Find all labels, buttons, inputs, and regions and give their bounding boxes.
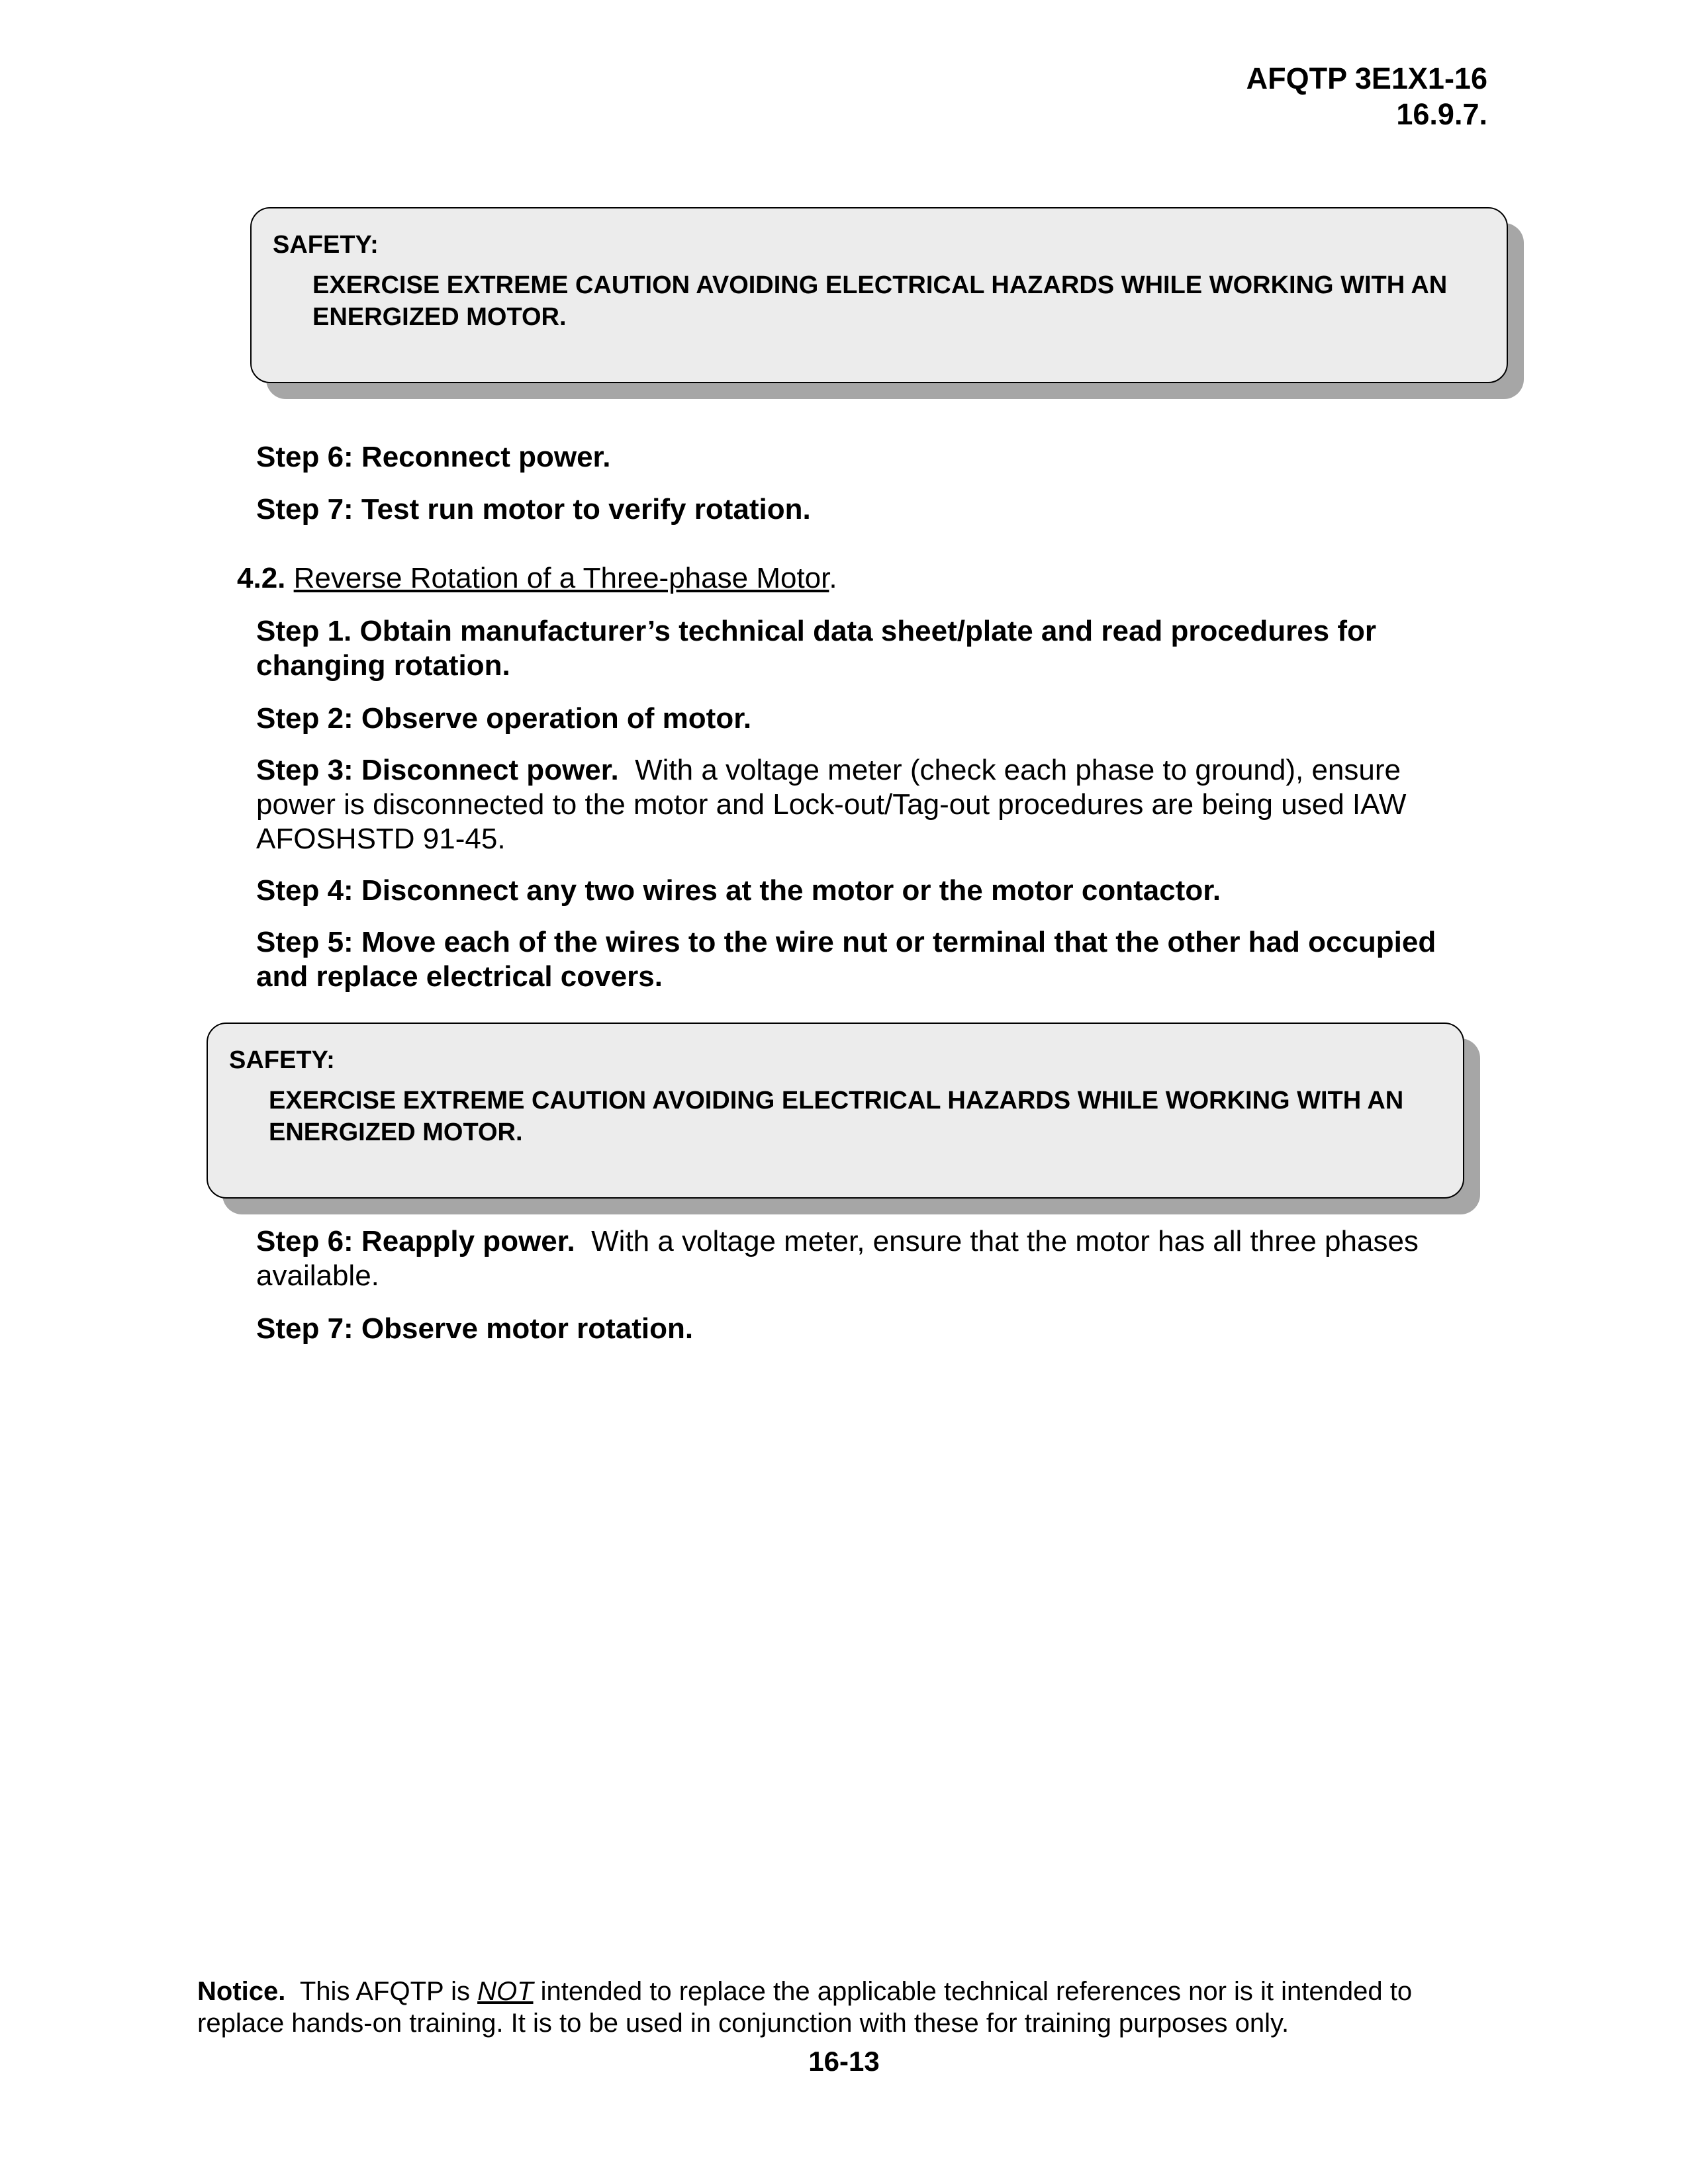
step-label: Step 6: Reapply power. xyxy=(256,1225,575,1257)
page-number: 16-13 xyxy=(808,2046,880,2077)
step-detail: With a voltage meter (check each phase to ground), ensure power is disconnected to the motor and Lock-out/Tag-out procedures are being used IAW AFOSHSTD 91-45. xyxy=(256,754,1407,855)
section-number: 4.2. xyxy=(237,562,286,594)
step-item xyxy=(256,1312,1481,1346)
step-label: Step 7: Test run motor to verify rotation. xyxy=(256,493,811,525)
step-detail: With a voltage meter, ensure that the motor has all three phases available. xyxy=(256,1225,1419,1292)
safety-box xyxy=(207,1023,1464,1199)
footer-notice xyxy=(197,1976,1495,2039)
step-item xyxy=(256,702,1481,736)
safety-notice-2 xyxy=(207,1023,1464,1199)
safety-box xyxy=(250,207,1508,383)
step-label: Step 5: Move each of the wires to the wire nut or terminal that the other had occupied and replace electrical covers. xyxy=(256,926,1436,993)
notice-label: Notice. xyxy=(197,1977,286,2006)
section-heading xyxy=(237,561,1481,596)
step-item xyxy=(256,492,1481,527)
document-id: AFQTP 3E1X1-16 xyxy=(1246,62,1487,95)
step-item xyxy=(256,925,1481,994)
step-label: Step 6: Reconnect power. xyxy=(256,441,611,473)
step-item xyxy=(256,440,1481,475)
safety-label: SAFETY: xyxy=(229,1046,335,1074)
document-header xyxy=(1246,61,1487,132)
step-label: Step 3: Disconnect power. xyxy=(256,754,619,786)
notice-emphasis: NOT xyxy=(477,1977,534,2006)
step-item xyxy=(256,753,1481,856)
step-label: Step 7: Observe motor rotation. xyxy=(256,1312,694,1345)
safety-label: SAFETY: xyxy=(273,231,379,259)
safety-notice-1 xyxy=(250,207,1508,383)
step-item xyxy=(256,1224,1481,1293)
safety-text: EXERCISE EXTREME CAUTION AVOIDING ELECTRICAL HAZARDS WHILE WORKING WITH AN ENERGIZED MOTOR. xyxy=(269,1087,1404,1146)
step-item xyxy=(256,614,1481,683)
notice-text-pre: This AFQTP is xyxy=(299,1977,470,2006)
step-label: Step 1. Obtain manufacturer’s technical data sheet/plate and read procedures for changing rotation. xyxy=(256,615,1377,682)
section-title: Reverse Rotation of a Three-phase Motor xyxy=(293,562,829,594)
safety-text: EXERCISE EXTREME CAUTION AVOIDING ELECTRICAL HAZARDS WHILE WORKING WITH AN ENERGIZED MOTOR. xyxy=(312,271,1448,331)
section-id: 16.9.7. xyxy=(1396,97,1487,131)
step-label: Step 2: Observe operation of motor. xyxy=(256,702,752,735)
step-item xyxy=(256,874,1481,908)
notice-text-post: intended to replace the applicable technical references nor is it intended to replace hands-on training. It is to be used in conjunction with these for training purposes only. xyxy=(197,1977,1413,2038)
step-label: Step 4: Disconnect any two wires at the motor or the motor contactor. xyxy=(256,874,1221,907)
section-suffix: . xyxy=(829,562,837,594)
